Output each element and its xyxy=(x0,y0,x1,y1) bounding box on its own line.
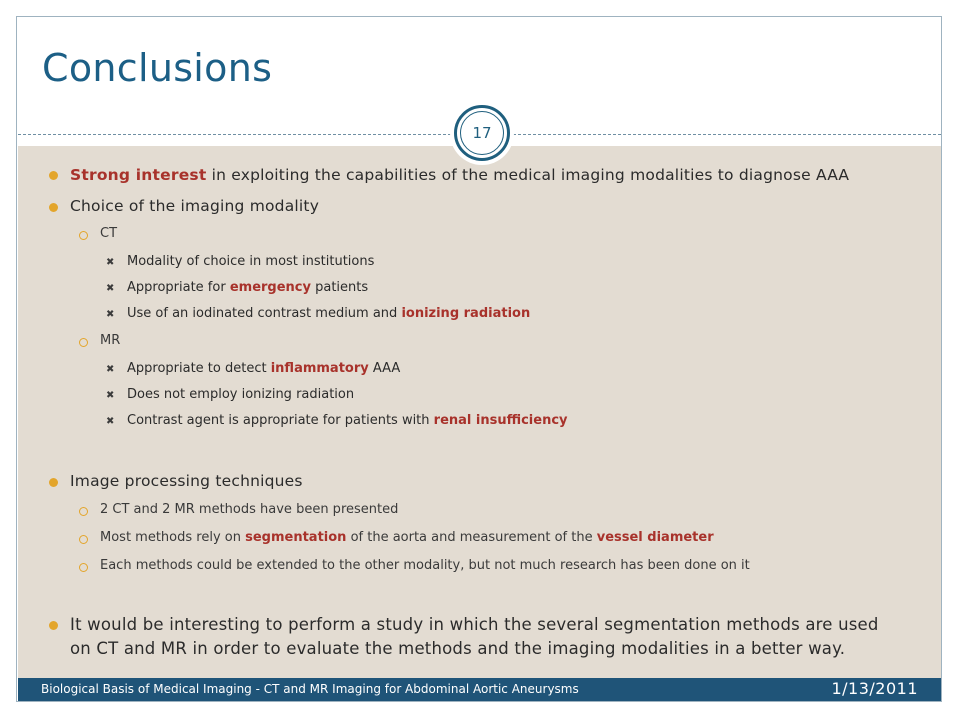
bullet-text: in exploiting the capabilities of the medical imaging modalities to diagnose AAA xyxy=(206,166,850,184)
slide-title: Conclusions xyxy=(42,46,273,90)
ct-item-1: Modality of choice in most institutions xyxy=(127,254,375,269)
bullet-x-icon: ✖ xyxy=(106,283,115,294)
item-text: Use of an iodinated contrast medium and xyxy=(127,306,402,321)
bullet-ring-icon xyxy=(79,338,88,347)
bullet-ring-icon xyxy=(79,231,88,240)
bullet-choice-modality: Choice of the imaging modality xyxy=(70,197,320,215)
bullet-ring-icon xyxy=(79,535,88,544)
mr-item-2: Does not employ ionizing radiation xyxy=(127,387,355,402)
bullet-dot-icon xyxy=(49,171,58,180)
bullet-x-icon: ✖ xyxy=(106,257,115,268)
bullet-x-icon: ✖ xyxy=(106,416,115,427)
mr-item-3 xyxy=(127,413,568,428)
subbullet-ct: CT xyxy=(100,226,118,241)
highlight-text: inflammatory xyxy=(270,361,369,376)
item-text: Most methods rely on xyxy=(100,530,246,545)
ct-item-2 xyxy=(127,280,368,295)
item-text: Appropriate for xyxy=(127,280,230,295)
bullet-x-icon: ✖ xyxy=(106,390,115,401)
bullet-x-icon: ✖ xyxy=(106,364,115,375)
ip-item-2 xyxy=(100,530,714,545)
bullet-dot-icon xyxy=(49,203,58,212)
ct-item-3 xyxy=(127,306,530,321)
subbullet-mr: MR xyxy=(100,333,121,348)
ip-item-1: 2 CT and 2 MR methods have been presented xyxy=(100,502,399,517)
bullet-future-study: It would be interesting to perform a study in which the several segmentation methods are used on CT and MR in order to evaluate the methods and the imaging modalities in a better way. xyxy=(70,615,879,658)
ip-item-3: Each methods could be extended to the other modality, but not much research has been done on it xyxy=(100,558,750,573)
highlight-text: Strong interest xyxy=(70,166,207,184)
highlight-text: segmentation xyxy=(245,530,347,545)
highlight-text: vessel diameter xyxy=(596,530,714,545)
bullet-strong-interest xyxy=(70,166,849,184)
bullet-ring-icon xyxy=(79,507,88,516)
bullet-dot-icon xyxy=(49,478,58,487)
bullet-x-icon: ✖ xyxy=(106,309,115,320)
item-text: Contrast agent is appropriate for patients with xyxy=(127,413,434,428)
footer-bar xyxy=(18,678,941,701)
page-number: 17 xyxy=(472,124,492,142)
bullet-ring-icon xyxy=(79,563,88,572)
footer-text: Biological Basis of Medical Imaging - CT and MR Imaging for Abdominal Aortic Aneurysms xyxy=(41,682,579,696)
page-number-badge xyxy=(454,105,510,161)
footer-date: 1/13/2011 xyxy=(831,679,918,698)
bullet-image-processing: Image processing techniques xyxy=(70,472,303,490)
content-area xyxy=(18,146,941,678)
highlight-text: renal insufficiency xyxy=(433,413,568,428)
mr-item-1 xyxy=(127,361,400,376)
item-text: of the aorta and measurement of the xyxy=(346,530,597,545)
bullet-dot-icon xyxy=(49,621,58,630)
item-text: Appropriate to detect xyxy=(127,361,271,376)
highlight-text: emergency xyxy=(229,280,311,295)
item-text: patients xyxy=(310,280,369,295)
highlight-text: ionizing radiation xyxy=(401,306,531,321)
item-text: AAA xyxy=(368,361,401,376)
